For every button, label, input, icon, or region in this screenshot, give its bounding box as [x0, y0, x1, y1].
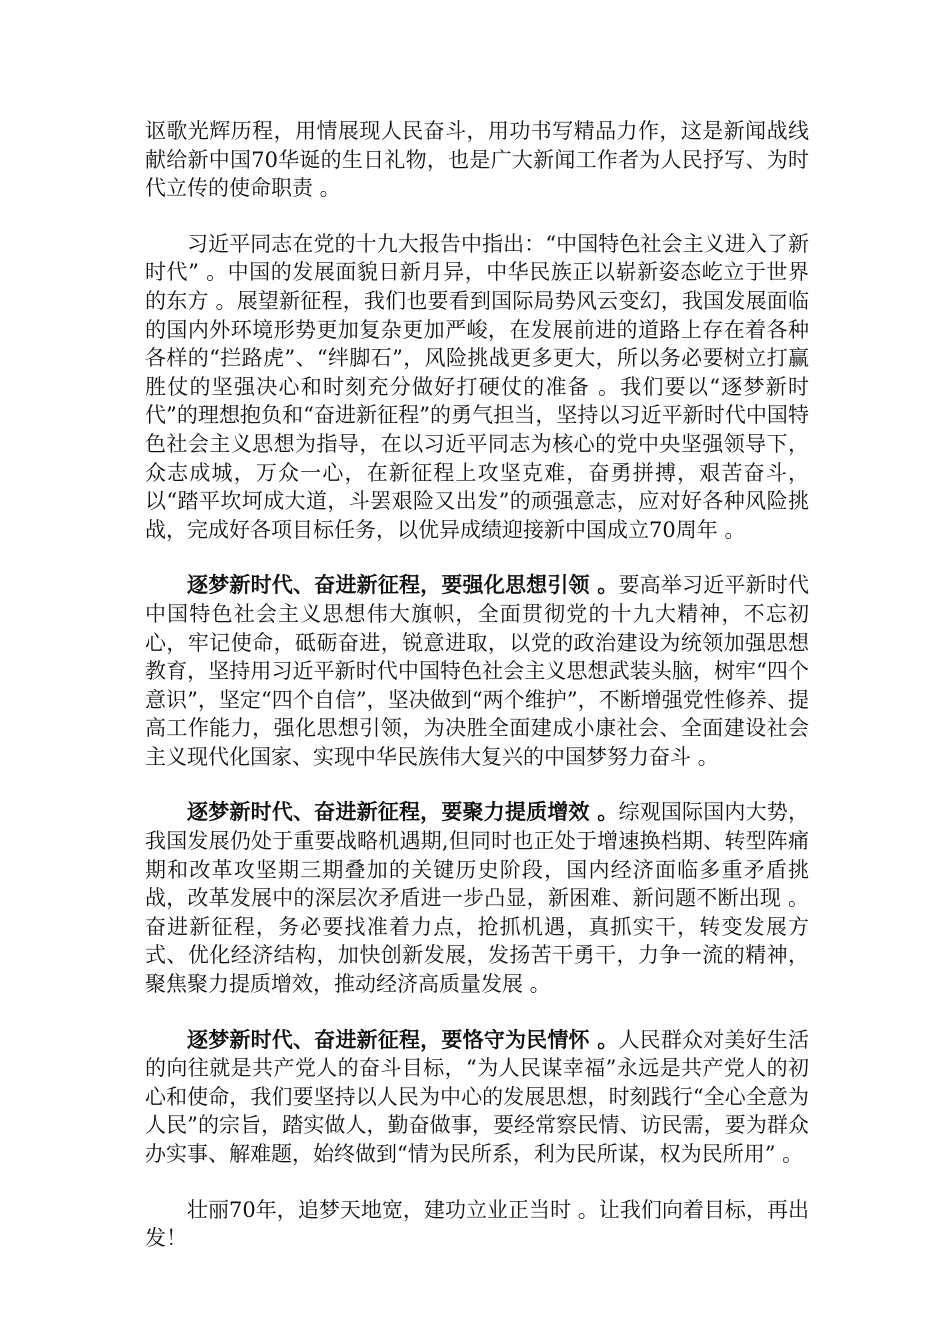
paragraph-4-lead: 逐梦新时代、奋进新征程，要聚力提质增效 。 — [187, 799, 619, 825]
paragraph-4 — [145, 798, 809, 998]
paragraph-1 — [145, 117, 809, 203]
paragraph-5 — [145, 1026, 809, 1169]
paragraph-3-lead: 逐梦新时代、奋进新征程，要强化思想引领 。 — [187, 572, 619, 598]
paragraph-3 — [145, 571, 809, 771]
paragraph-2 — [145, 230, 809, 545]
paragraph-5-lead: 逐梦新时代、奋进新征程，要恪守为民情怀 。 — [187, 1026, 619, 1052]
document-page — [145, 117, 809, 1280]
paragraph-4-text: 综观国际国内大势，我国发展仍处于重要战略机遇期,但同时也正处于增速换档期、转型阵痛期和改革攻坚期三期叠加的关键历史阶段，国内经济面临多重矛盾挑战，改革发展中的深层次矛盾进一步凸显，新困难、新问题不断出现 。奋进新征程，务必要找准着力点，抢抓机遇，真抓实干，转变发展方式、优化经济结构，加快创新发展，发扬苦干勇干，力争一流的精神，聚焦聚力提质增效，推动经济高质量发展 。 — [145, 800, 810, 997]
paragraph-6 — [145, 1196, 809, 1253]
paragraph-2-text: 习近平同志在党的十九大报告中指出：“中国特色社会主义进入了新时代” 。中国的发展面貌日新月异，中华民族正以崭新姿态屹立于世界的东方 。展望新征程，我们也要看到国际局势风云变幻，我国发展面临的国内外环境形势更加复杂更加严峻，在发展前进的道路上存在着各种各样的“拦路虎”、“绊脚石”，风险挑战更多更大，所以务必要树立打赢胜仗的坚强决心和时刻充分做好打硬仗的准备 。我们要以“逐梦新时代”的理想抱负和“奋进新征程”的勇气担当，坚持以习近平新时代中国特色社会主义思想为指导，在以习近平同志为核心的党中央坚强领导下，众志成城，万众一心，在新征程上攻坚克难，奋勇拼搏，艰苦奋斗，以“踏平坎坷成大道，斗罢艰险又出发”的顽强意志，应对好各种风险挑战，完成好各项目标任务，以优异成绩迎接新中国成立70周年 。 — [145, 231, 809, 542]
paragraph-3-text: 要高举习近平新时代中国特色社会主义思想伟大旗帜，全面贯彻党的十九大精神，不忘初心，牢记使命，砥砺奋进，锐意进取，以党的政治建设为统领加强思想教育，坚持用习近平新时代中国特色社会主义思想武装头脑，树牢“四个意识”，坚定“四个自信”，坚决做到“两个维护”，不断增强党性修养、提高工作能力，强化思想引领，为决胜全面建成小康社会、全面建设社会主义现代化国家、实现中华民族伟大复兴的中国梦努力奋斗 。 — [145, 573, 810, 769]
paragraph-1-text: 讴歌光辉历程，用情展现人民奋斗，用功书写精品力作，这是新闻战线献给新中国70华诞的生日礼物，也是广大新闻工作者为人民抒写、为时代立传的使命职责 。 — [145, 119, 809, 201]
paragraph-6-text: 壮丽70年，追梦天地宽，建功立业正当时 。让我们向着目标，再出发！ — [145, 1197, 809, 1251]
paragraph-5-text: 人民群众对美好生活的向往就是共产党人的奋斗目标，“为人民谋幸福”永远是共产党人的初心和使命，我们要坚持以人民为中心的发展思想，时刻践行“全心全意为人民”的宗旨，踏实做人，勤奋做事，要经常察民情、访民需，要为群众办实事、解难题，始终做到“情为民所系，利为民所谋，权为民所用” 。 — [145, 1027, 810, 1166]
